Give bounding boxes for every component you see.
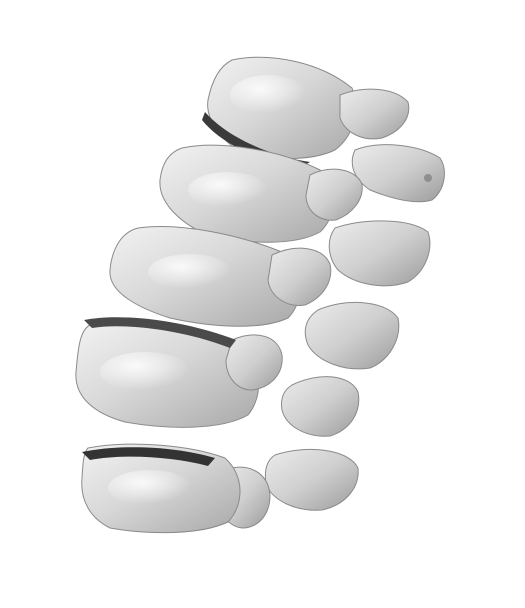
pedicle-l2 — [306, 169, 362, 220]
spinous-process-l4 — [281, 377, 358, 437]
shine-l1 — [230, 75, 306, 115]
spinous-process-l3 — [305, 302, 399, 368]
pedicle-l1 — [340, 89, 409, 139]
shine-l2 — [188, 172, 268, 208]
pedicle-l3 — [268, 248, 331, 305]
vertebra-l5 — [82, 444, 358, 533]
spinous-process-l1 — [352, 145, 444, 202]
foramen-l1 — [424, 174, 432, 182]
shine-l5 — [108, 470, 192, 506]
spinous-process-l2 — [329, 221, 430, 286]
spinous-process-l5 — [265, 449, 358, 510]
shine-l4 — [100, 352, 190, 392]
pedicle-l4 — [226, 335, 282, 390]
shine-l3 — [148, 254, 232, 290]
